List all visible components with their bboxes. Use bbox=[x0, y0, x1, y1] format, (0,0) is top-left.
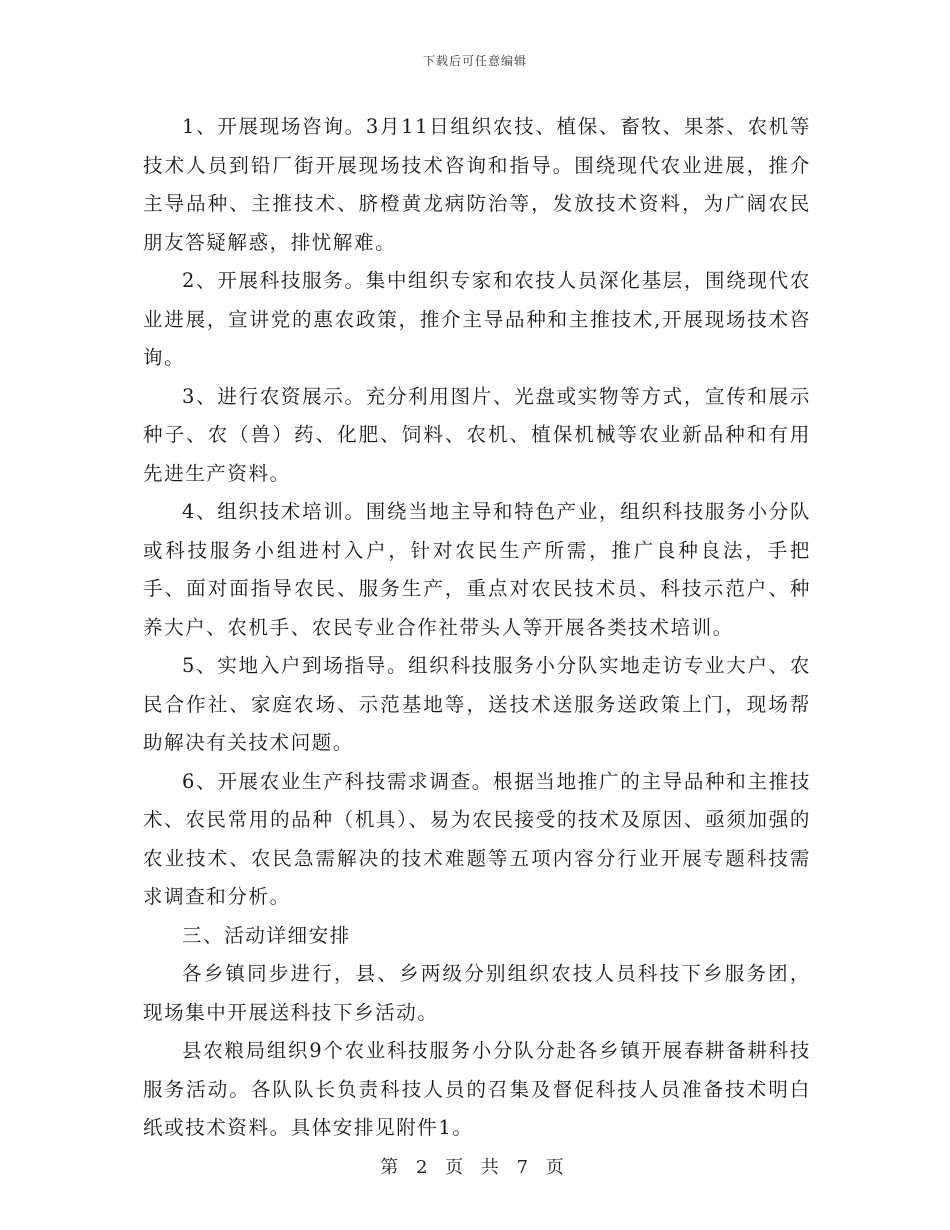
paragraph-township-sync: 各乡镇同步进行，县、乡两级分别组织农技人员科技下乡服务团，现场集中开展送科技下乡活动。 bbox=[143, 962, 811, 1024]
paragraph-field-guidance: 5、实地入户到场指导。组织科技服务小分队实地走访专业大户、农民合作社、家庭农场、示范基地等，送技术送服务送政策上门，现场帮助解决有关技术问题。 bbox=[143, 654, 811, 754]
page-number-footer: 第 2 页 共 7 页 bbox=[380, 1157, 570, 1178]
document-body bbox=[143, 108, 811, 1148]
paragraph-agri-supplies-display: 3、进行农资展示。充分利用图片、光盘或实物等方式，宣传和展示种子、农（兽）药、化肥、饲料、农机、植保机械等农业新品种和有用先进生产资料。 bbox=[143, 384, 811, 485]
section-title-arrangements: 三、活动详细安排 bbox=[182, 923, 351, 947]
paragraph-needs-survey: 6、开展农业生产科技需求调查。根据当地推广的主导品种和主推技术、农民常用的品种（机具）、易为农民接受的技术及原因、亟须加强的农业技术、农民急需解决的技术难题等五项内容分行业开展专题科技需求调查和分析。 bbox=[143, 769, 811, 908]
paragraph-onsite-consultation: 1、开展现场咨询。3月11日组织农技、植保、畜牧、果茶、农机等技术人员到铅厂街开展现场技术咨询和指导。围绕现代农业进展，推介主导品种、主推技术、脐橙黄龙病防治等，发放技术资料，为广阔农民朋友答疑解惑，排忧解难。 bbox=[143, 115, 811, 254]
paragraph-tech-training: 4、组织技术培训。围绕当地主导和特色产业，组织科技服务小分队或科技服务小组进村入户，针对农民生产所需，推广良种良法，手把手、面对面指导农民、服务生产，重点对农民技术员、科技示范户、种养大户、农机手、农民专业合作社带头人等开展各类技术培训。 bbox=[143, 500, 811, 639]
paragraph-county-teams: 县农粮局组织9个农业科技服务小分队分赴各乡镇开展春耕备耕科技服务活动。各队队长负责科技人员的召集及督促科技人员准备技术明白纸或技术资料。具体安排见附件1。 bbox=[143, 1039, 811, 1139]
page-header: 下载后可任意编辑 bbox=[422, 54, 527, 68]
paragraph-tech-service: 2、开展科技服务。集中组织专家和农技人员深化基层，围绕现代农业进展，宣讲党的惠农政策，推介主导品种和主推技术,开展现场技术咨询。 bbox=[143, 269, 811, 369]
